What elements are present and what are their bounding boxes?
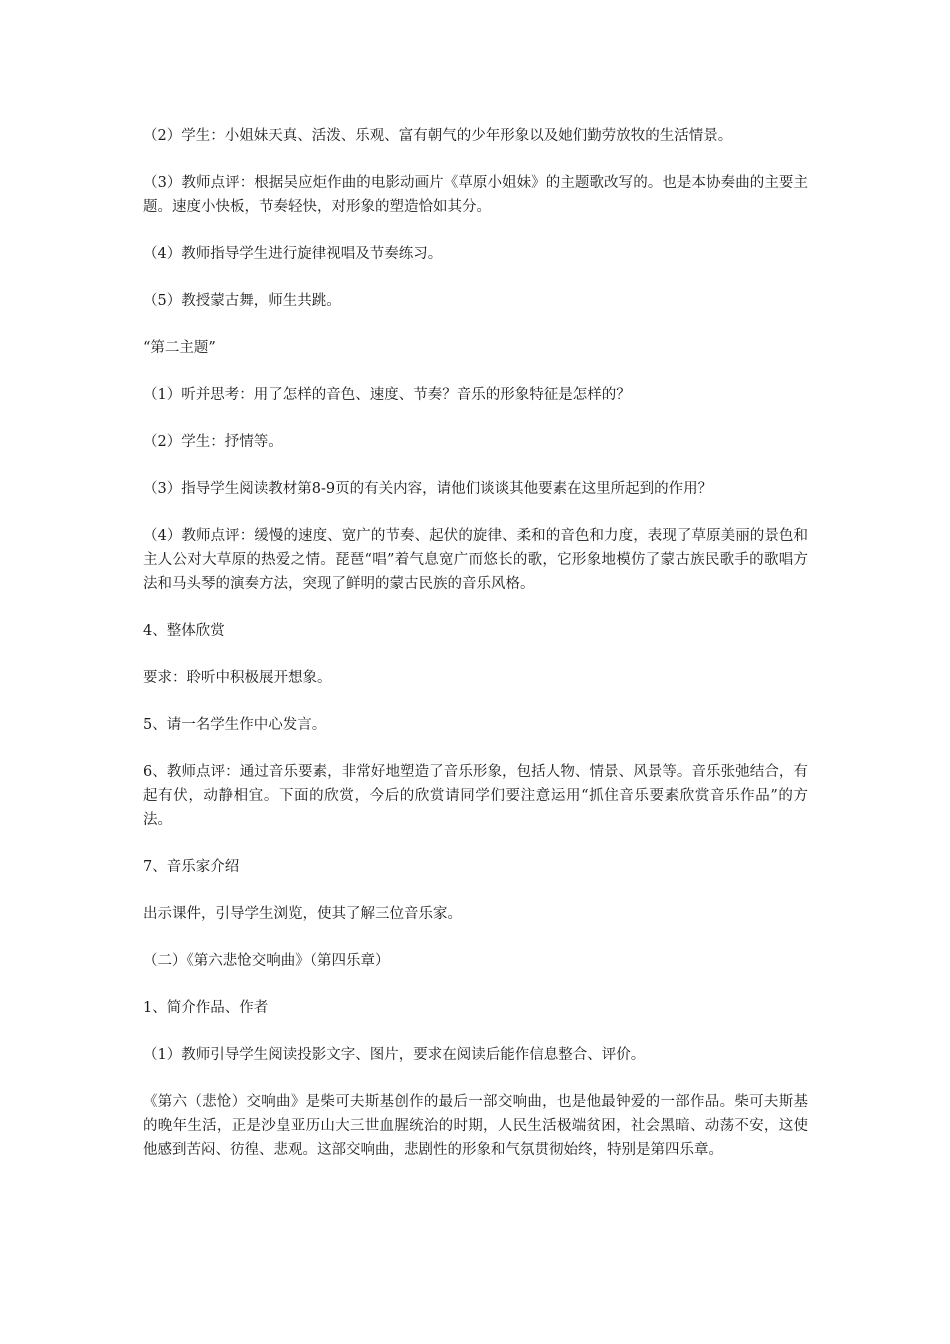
paragraph: （2）学生：小姐妹天真、活泼、乐观、富有朝气的少年形象以及她们勤劳放牧的生活情景。 bbox=[143, 128, 733, 144]
section-heading: 1、简介作品、作者 bbox=[143, 1000, 269, 1016]
paragraph: 《第六（悲怆）交响曲》是柴可夫斯基创作的最后一部交响曲，也是他最钟爱的一部作品。柴可夫斯基的晚年生活，正是沙皇亚历山大三世血腥统治的时期，人民生活极端贫困，社会黑暗、动荡不安，这使他感到苦闷、彷徨、悲观。这部交响曲，悲剧性的形象和气氛贯彻始终，特别是第四乐章。 bbox=[143, 1094, 808, 1158]
paragraph: （3）指导学生阅读教材第8-9页的有关内容，请他们谈谈其他要素在这里所起到的作用？ bbox=[143, 481, 713, 497]
section-heading: 5、请一名学生作中心发言。 bbox=[143, 717, 327, 733]
paragraph: （1）教师引导学生阅读投影文字、图片，要求在阅读后能作信息整合、评价。 bbox=[143, 1047, 646, 1063]
section-heading: （二）《第六悲怆交响曲》（第四乐章） bbox=[143, 953, 390, 969]
paragraph: 6、教师点评：通过音乐要素，非常好地塑造了音乐形象，包括人物、情景、风景等。音乐张弛结合，有起有伏，动静相宜。下面的欣赏，今后的欣赏请同学们要注意运用“抓住音乐要素欣赏音乐作品”的方法。 bbox=[143, 764, 808, 828]
paragraph: （3）教师点评：根据吴应炬作曲的电影动画片《草原小姐妹》的主题歌改写的。也是本协奏曲的主要主题。速度小快板，节奏轻快，对形象的塑造恰如其分。 bbox=[143, 175, 808, 215]
paragraph: （5）教授蒙古舞，师生共跳。 bbox=[143, 293, 341, 309]
section-heading: 7、音乐家介绍 bbox=[143, 859, 240, 875]
paragraph: （2）学生：抒情等。 bbox=[143, 434, 283, 450]
paragraph: 要求：聆听中积极展开想象。 bbox=[143, 670, 332, 686]
document-body bbox=[143, 124, 808, 1185]
paragraph: （4）教师点评：缓慢的速度、宽广的节奏、起伏的旋律、柔和的音色和力度，表现了草原美丽的景色和主人公对大草原的热爱之情。琵琶“唱”着气息宽广而悠长的歌，它形象地模仿了蒙古族民歌手的歌唱方法和马头琴的演奏方法，突现了鲜明的蒙古民族的音乐风格。 bbox=[143, 528, 808, 592]
paragraph: （1）听并思考：用了怎样的音色、速度、节奏？音乐的形象特征是怎样的？ bbox=[143, 387, 631, 403]
paragraph: 出示课件，引导学生浏览，使其了解三位音乐家。 bbox=[143, 906, 462, 922]
section-heading: 4、整体欣赏 bbox=[143, 623, 225, 639]
section-heading: “第二主题” bbox=[143, 340, 216, 356]
paragraph: （4）教师指导学生进行旋律视唱及节奏练习。 bbox=[143, 246, 443, 262]
